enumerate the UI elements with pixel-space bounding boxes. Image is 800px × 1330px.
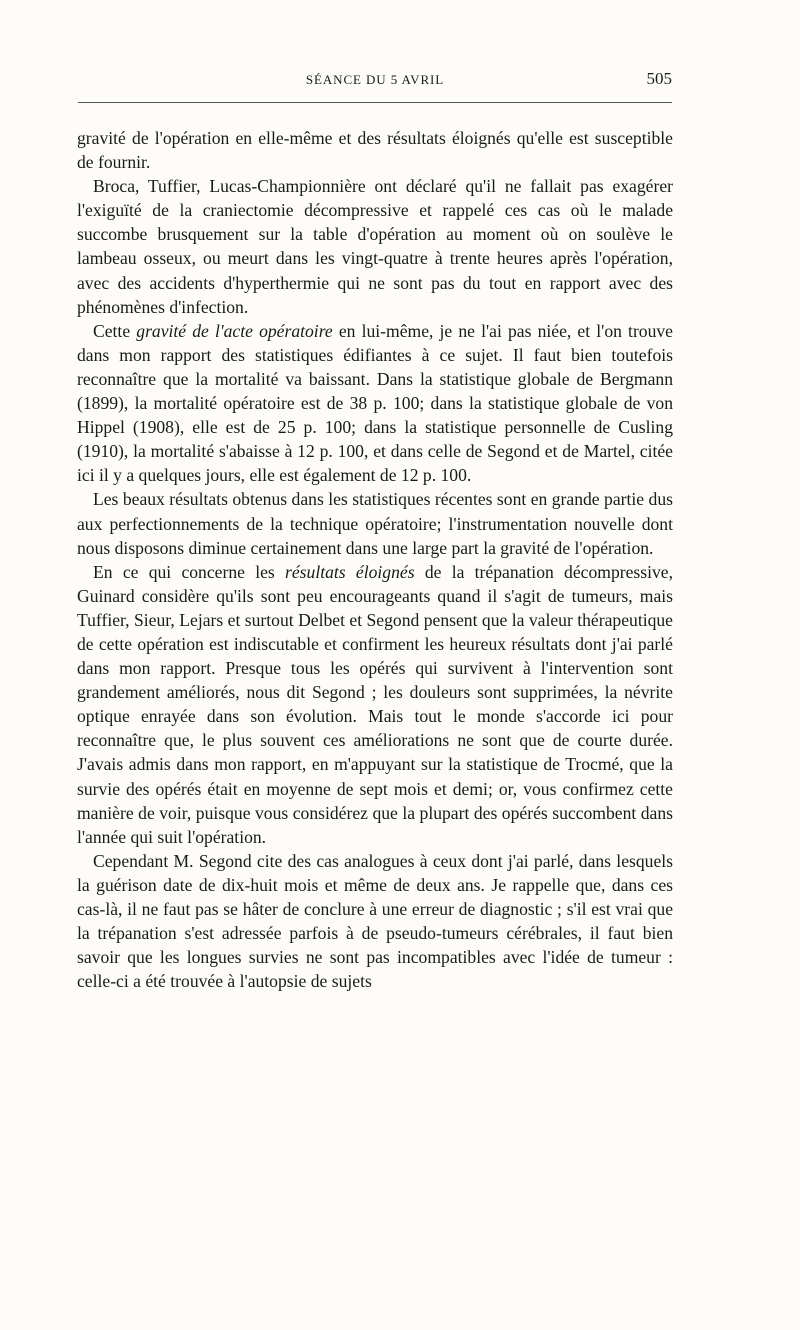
paragraph-2 [77, 174, 673, 319]
paragraph-5-emphasis: résultats éloignés [285, 561, 415, 582]
page-header [78, 68, 672, 94]
paragraph-3-after: en lui-même, je ne l'ai pas niée, et l'on trouve dans mon rapport des statistiques édifiantes à ce sujet. Il faut bien toutefois reconnaître que la mortalité va baissant. Dans la statistique globale de Bergmann (1899), la mortalité opératoire est de 38 p. 100; dans la statistique globale de von Hippel (1908), elle est de 25 p. 100; dans la statistique personnelle de Cusling (1910), la mortalité s'abaisse à 12 p. 100, et dans celle de Segond et de Martel, citée ici il y a quelques jours, elle est également de 12 p. 100. [77, 320, 673, 486]
paragraph-6-text: Cependant M. Segond cite des cas analogues à ceux dont j'ai parlé, dans lesquels la guérison date de dix-huit mois et même de deux ans. Je rappelle que, dans ces cas-là, il ne faut pas se hâter de conclure à une erreur de diagnostic ; s'il est vrai que la trépanation s'est adressée parfois à de pseudo-tumeurs cérébrales, il faut bien savoir que les longues survies ne sont pas incompatibles avec l'idée de tumeur : celle-ci a été trouvée à l'autopsie de sujets [77, 850, 673, 992]
paragraph-1 [77, 126, 673, 174]
body-text [77, 126, 673, 993]
paragraph-5 [77, 560, 673, 849]
paragraph-6 [77, 849, 673, 994]
paragraph-5-before: En ce qui concerne les [93, 561, 286, 582]
paragraph-4 [77, 487, 673, 559]
paragraph-1-text: gravité de l'opération en elle-même et des résultats éloignés qu'elle est susceptible de fournir. [77, 128, 673, 173]
paragraph-2-text: Broca, Tuffier, Lucas-Championnière ont déclaré qu'il ne fallait pas exagérer l'exiguïté de la craniectomie décompressive et rappelé ces cas où le malade succombe brusquement sur la table d'opération au moment où on soulève le lambeau osseux, ou meurt dans les vingt-quatre à trente heures après l'opération, avec des accidents d'hyperthermie qui ne sont pas du tout en rapport avec des phénomènes d'infection. [77, 176, 673, 317]
running-title: SÉANCE DU 5 AVRIL [305, 72, 445, 87]
paragraph-3-before: Cette [93, 320, 137, 341]
page-number: 505 [646, 69, 672, 88]
paragraph-3-emphasis: gravité de l'acte opératoire [136, 320, 333, 341]
paragraph-4-text: Les beaux résultats obtenus dans les statistiques récentes sont en grande partie dus aux perfectionnements de la technique opératoire; l'instrumentation nouvelle dont nous disposons diminue certainement dans une large part la gravité de l'opération. [77, 489, 673, 558]
paragraph-3 [77, 319, 673, 488]
paragraph-5-after: de la trépanation décompressive, Guinard considère qu'ils sont peu encourageants quand il s'agit de tumeurs, mais Tuffier, Sieur, Lejars et surtout Delbet et Segond pensent que la valeur thérapeutique de cette opération est indiscutable et confirment les heureux résultats dont j'ai parlé dans mon rapport. Presque tous les opérés qui survivent à l'intervention sont grandement améliorés, nous dit Segond ; les douleurs sont supprimées, la névrite optique enrayée dans son évolution. Mais tout le monde s'accorde ici pour reconnaître que, le plus souvent ces améliorations ne sont que de courte durée. J'avais admis dans mon rapport, en m'appuyant sur la statistique de Trocmé, que la survie des opérés était en moyenne de sept mois et demi; or, vous confirmez cette manière de voir, puisque vous considérez que la plupart des opérés succombent dans l'année qui suit l'opération. [77, 561, 674, 847]
header-rule [78, 102, 672, 103]
